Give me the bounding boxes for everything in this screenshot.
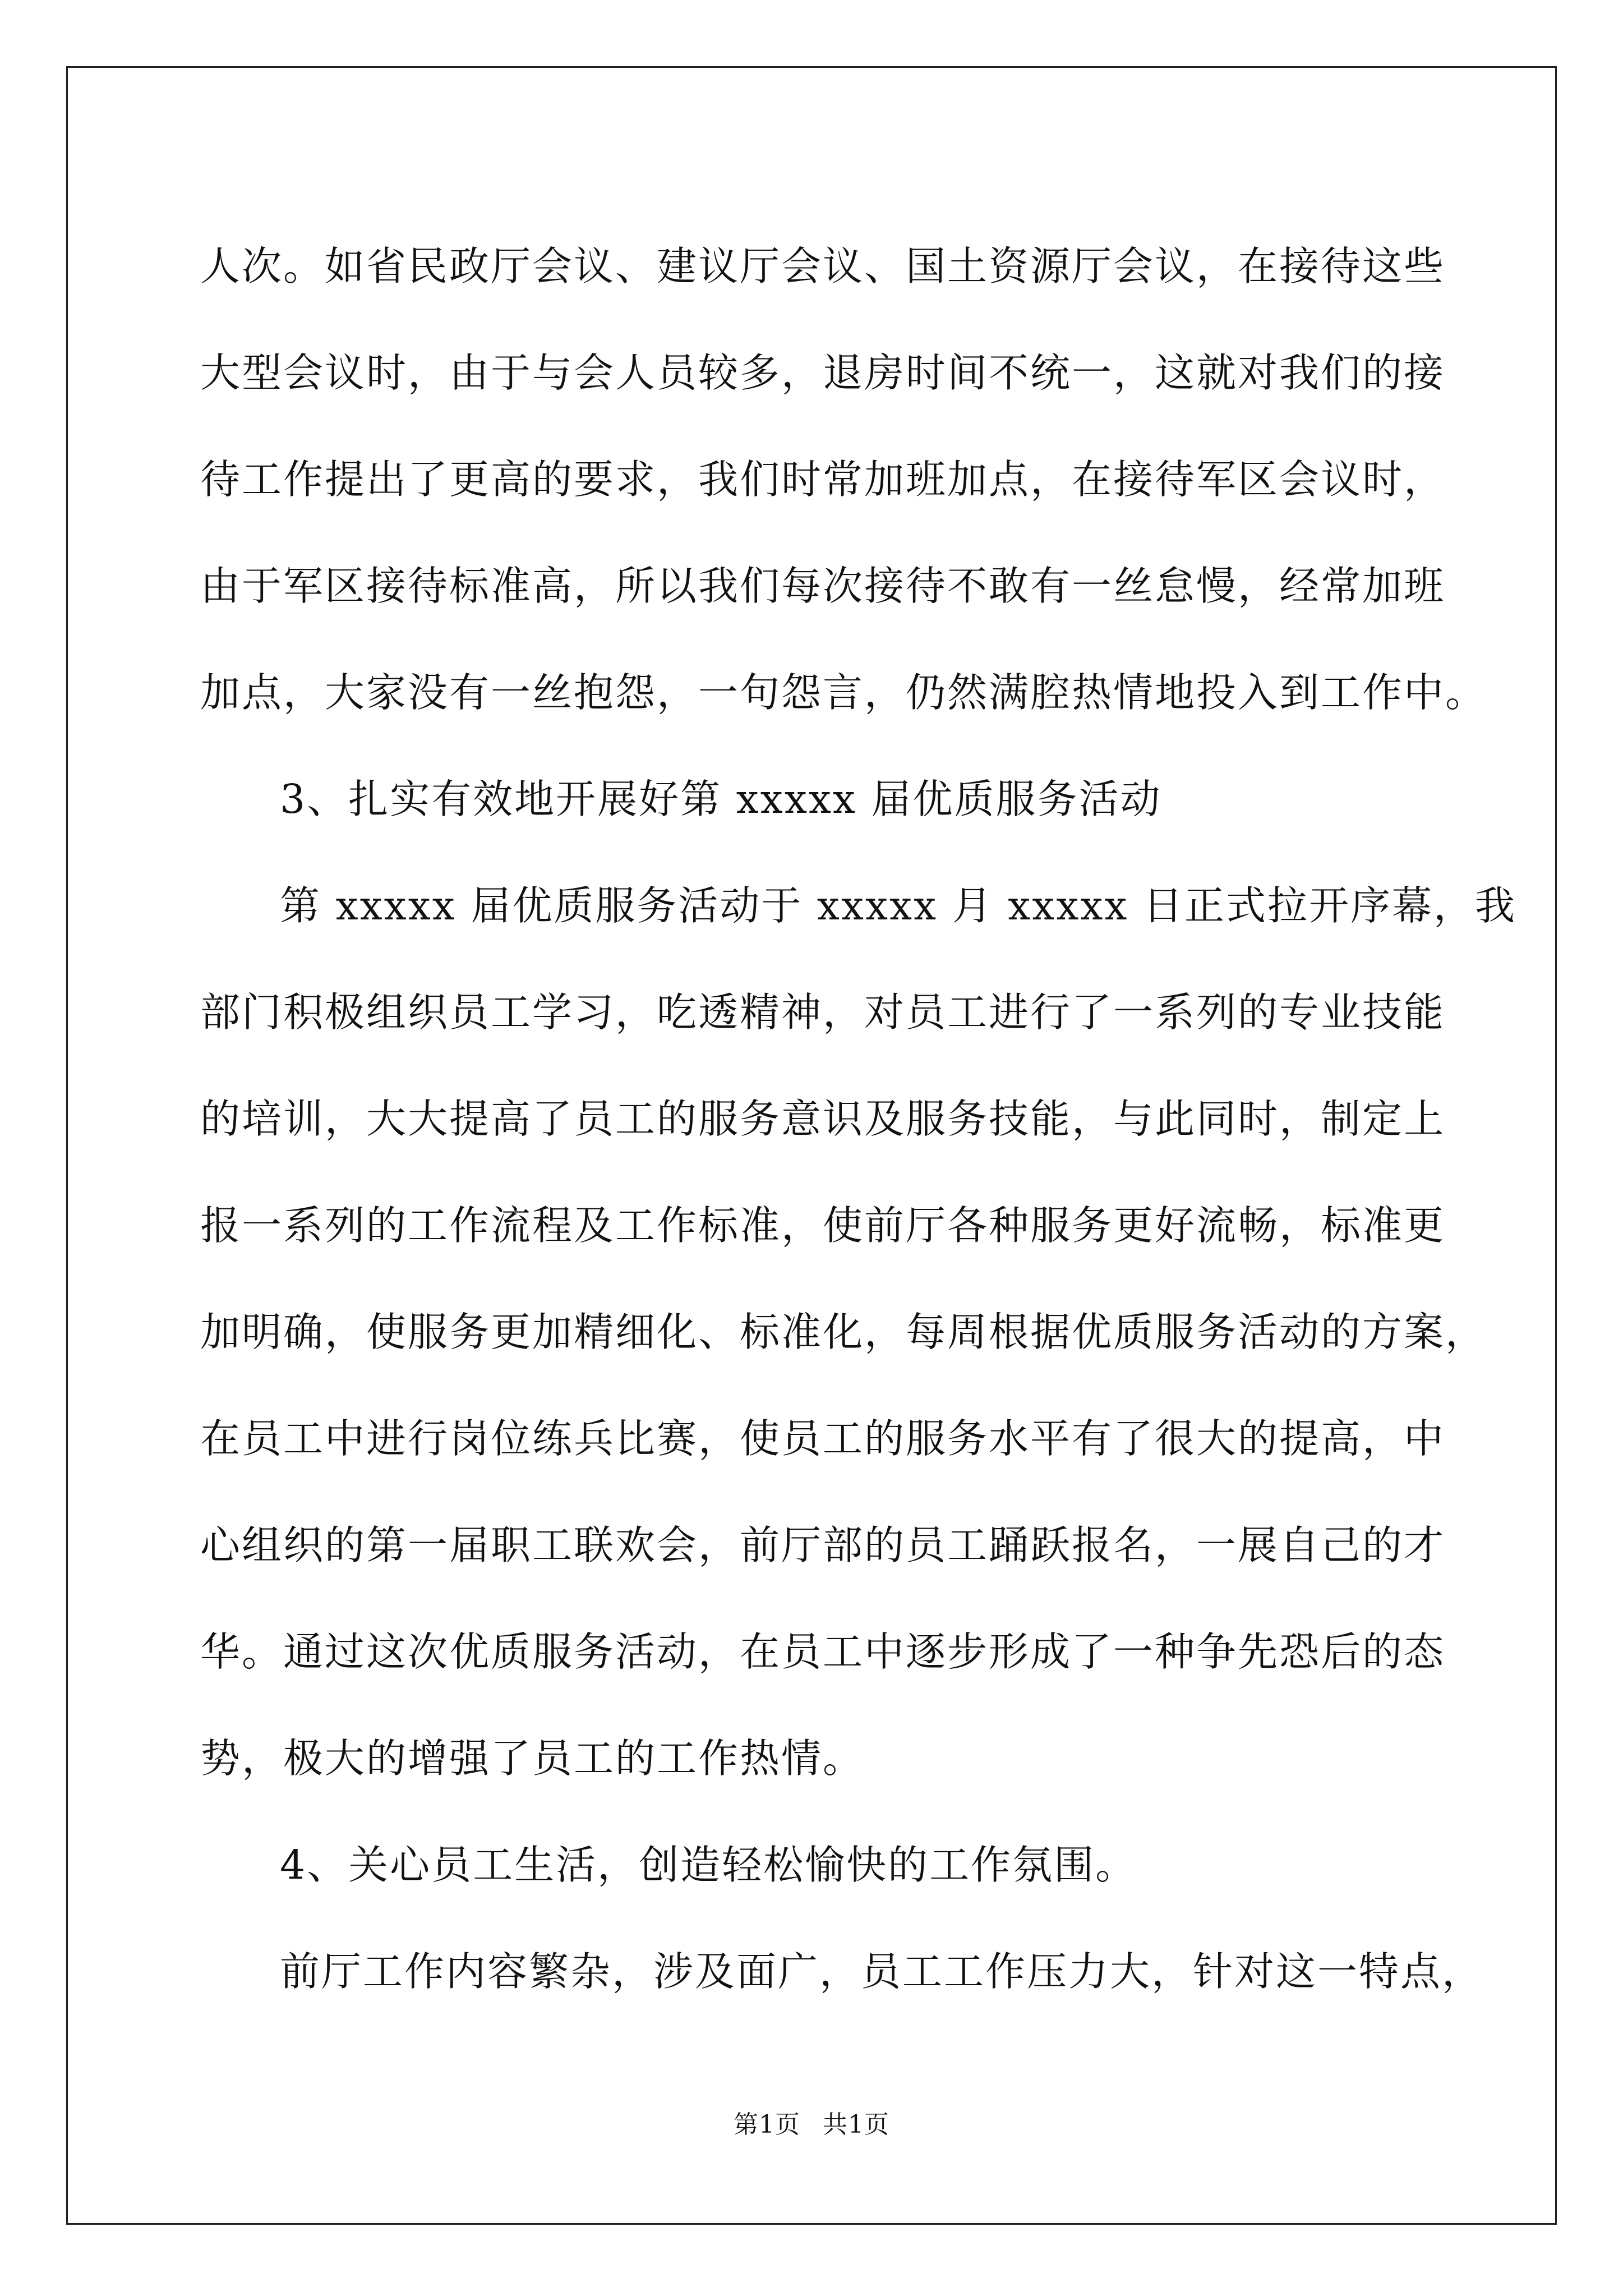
text-line: 由于军区接待标准高，所以我们每次接待不敢有一丝怠慢，经常加班 [200, 563, 1446, 609]
section-heading: 4、关心员工生活，创造轻松愉快的工作氛围。 [280, 1842, 1137, 1888]
document-body [200, 213, 1517, 2025]
paragraph-first-line: 前厅工作内容繁杂，涉及面广，员工工作压力大，针对这一特点， [280, 1948, 1484, 1995]
text-line: 的培训，大大提高了员工的服务意识及服务技能，与此同时，制定上 [200, 1096, 1446, 1142]
page-total: 共1页 [823, 2110, 889, 2139]
text-line: 人次。如省民政厅会议、建议厅会议、国土资源厅会议，在接待这些 [200, 243, 1446, 289]
page-footer [0, 2108, 1623, 2142]
section-heading: 3、扎实有效地开展好第 xxxxx 届优质服务活动 [280, 776, 1162, 822]
text-line: 加明确，使服务更加精细化、标准化，每周根据优质服务活动的方案， [200, 1309, 1487, 1355]
text-line: 势，极大的增强了员工的工作热情。 [200, 1735, 865, 1782]
text-line: 部门积极组织员工学习，吃透精神，对员工进行了一系列的专业技能 [200, 989, 1446, 1036]
text-line: 在员工中进行岗位练兵比赛，使员工的服务水平有了很大的提高，中 [200, 1415, 1446, 1462]
text-line: 华。通过这次优质服务活动，在员工中逐步形成了一种争先恐后的态 [200, 1628, 1446, 1675]
text-line: 大型会议时，由于与会人员较多，退房时间不统一，这就对我们的接 [200, 349, 1446, 396]
page-number: 第1页 [734, 2110, 800, 2139]
text-line: 待工作提出了更高的要求，我们时常加班加点，在接待军区会议时， [200, 456, 1446, 503]
text-line: 心组织的第一届职工联欢会，前厅部的员工踊跃报名，一展自己的才 [200, 1522, 1446, 1568]
text-line: 加点，大家没有一丝抱怨，一句怨言，仍然满腔热情地投入到工作中。 [200, 669, 1487, 716]
paragraph-first-line: 第 xxxxx 届优质服务活动于 xxxxx 月 xxxxx 日正式拉开序幕，我 [280, 882, 1517, 929]
text-line: 报一系列的工作流程及工作标准，使前厅各种服务更好流畅，标准更 [200, 1202, 1446, 1249]
